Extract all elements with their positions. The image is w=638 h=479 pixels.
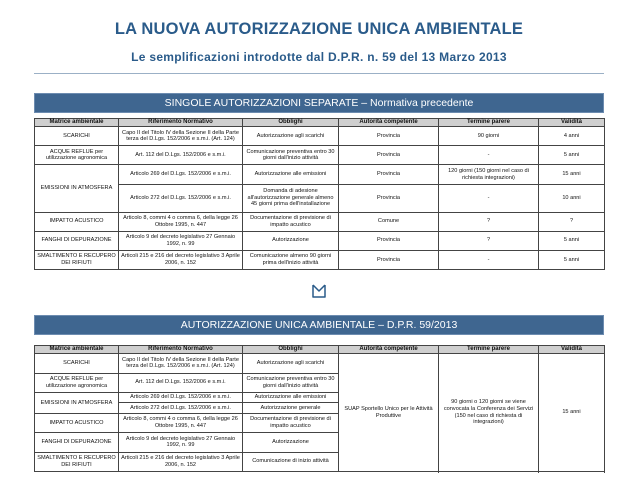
section2-banner-label: AUTORIZZAZIONE UNICA AMBIENTALE – D.P.R. 59/2013 xyxy=(180,319,458,331)
old-regime-table xyxy=(34,118,605,270)
cell-matrice: SMALTIMENTO E RECUPERO DEI RIFIUTI xyxy=(35,452,119,471)
cell-validita-merged: 15 anni xyxy=(539,354,605,472)
cell-obblighi: Comunicazione preventiva entro 30 giorni dall'inizio attività xyxy=(243,373,339,392)
column-header: Validità xyxy=(539,346,605,354)
cell-matrice: FANGHI DI DEPURAZIONE xyxy=(35,433,119,452)
cell-riferimento: Capo II del Titolo IV della Sezione II della Parte terza del D.Lgs. 152/2006 e s.m.i. (Art. 124) xyxy=(119,127,243,146)
page-title: LA NUOVA AUTORIZZAZIONE UNICA AMBIENTALE xyxy=(114,20,524,38)
table-row xyxy=(35,250,605,269)
cell-riferimento: Articolo 9 del decreto legislativo 27 Gennaio 1992, n. 99 xyxy=(119,433,243,452)
title-divider xyxy=(34,73,604,74)
section1-banner xyxy=(34,93,604,113)
table-row xyxy=(35,127,605,146)
cell-obblighi: Documentazione di previsione di impatto acustico xyxy=(243,413,339,432)
cell-matrice: EMISSIONI IN ATMOSFERA xyxy=(35,165,119,212)
cell-riferimento: Articoli 215 e 216 del decreto legislativo 3 Aprile 2006, n. 152 xyxy=(119,452,243,471)
cell-autorita: Provincia xyxy=(339,250,439,269)
column-header: Obblighi xyxy=(243,346,339,354)
cell-validita: 4 anni xyxy=(539,127,605,146)
cell-riferimento: Articolo 272 del D.Lgs. 152/2006 e s.m.i. xyxy=(119,403,243,413)
cell-validita: 10 anni xyxy=(539,184,605,212)
cell-riferimento: Art. 112 del D.Lgs. 152/2006 e s.m.i. xyxy=(119,146,243,165)
page-subtitle: Le semplificazioni introdotte dal D.P.R. n. 59 del 13 Marzo 2013 xyxy=(131,50,507,64)
column-header: Riferimento Normativo xyxy=(119,346,243,354)
cell-matrice: IMPATTO ACUSTICO xyxy=(35,212,119,231)
cell-obblighi: Comunicazione preventiva entro 30 giorni dall'inizio attività xyxy=(243,146,339,165)
table-row xyxy=(35,212,605,231)
cell-matrice: SMALTIMENTO E RECUPERO DEI RIFIUTI xyxy=(35,250,119,269)
cell-riferimento: Articolo 9 del decreto legislativo 27 Gennaio 1992, n. 99 xyxy=(119,231,243,250)
cell-obblighi: Autorizzazione alle emissioni xyxy=(243,393,339,403)
cell-termine-merged: 90 giorni o 120 giorni se viene convocata la Conferenza dei Servizi (150 nel caso di richiesta di integrazioni) xyxy=(439,354,539,472)
cell-riferimento: Articolo 269 del D.Lgs. 152/2006 e s.m.i. xyxy=(119,165,243,184)
cell-autorita: Provincia xyxy=(339,127,439,146)
table-row xyxy=(35,231,605,250)
cell-matrice: FANGHI DI DEPURAZIONE xyxy=(35,231,119,250)
cell-validita: 15 anni xyxy=(539,165,605,184)
cell-obblighi: Domanda di adesione all'autorizzazione generale almeno 45 giorni prima dell'installazione xyxy=(243,184,339,212)
cell-autorita: Provincia xyxy=(339,184,439,212)
cell-matrice: ACQUE REFLUE per utilizzazione agronomica xyxy=(35,146,119,165)
column-header: Matrice ambientale xyxy=(35,346,119,354)
table-header-row xyxy=(35,346,605,354)
table-row xyxy=(35,146,605,165)
cell-termine: ? xyxy=(439,212,539,231)
down-double-arrow-icon xyxy=(311,283,327,299)
cell-obblighi: Autorizzazione generale xyxy=(243,403,339,413)
column-header: Validità xyxy=(539,119,605,127)
cell-autorita: Provincia xyxy=(339,146,439,165)
cell-validita: ? xyxy=(539,212,605,231)
cell-matrice: SCARICHI xyxy=(35,354,119,373)
cell-termine: 90 giorni xyxy=(439,127,539,146)
column-header: Termine parere xyxy=(439,119,539,127)
column-header: Obblighi xyxy=(243,119,339,127)
cell-obblighi: Autorizzazione alle emissioni xyxy=(243,165,339,184)
cell-obblighi: Autorizzazione xyxy=(243,231,339,250)
cell-riferimento: Capo II del Titolo IV della Sezione II della Parte terza del D.Lgs. 152/2006 e s.m.i. (Art. 124) xyxy=(119,354,243,373)
cell-obblighi: Comunicazione di inizio attività xyxy=(243,452,339,471)
cell-validita: 5 anni xyxy=(539,231,605,250)
cell-obblighi: Comunicazione almeno 90 giorni prima dell'inizio attività xyxy=(243,250,339,269)
column-header: Riferimento Normativo xyxy=(119,119,243,127)
cell-validita: 5 anni xyxy=(539,146,605,165)
cell-autorita: Comune xyxy=(339,212,439,231)
section2-banner xyxy=(34,315,604,335)
cell-autorita: Provincia xyxy=(339,165,439,184)
column-header: Autorità competente xyxy=(339,346,439,354)
table-row xyxy=(35,184,605,212)
section1-banner-label: SINGOLE AUTORIZZAZIONI SEPARATE – Normativa precedente xyxy=(164,97,474,109)
cell-matrice: SCARICHI xyxy=(35,127,119,146)
cell-matrice: ACQUE REFLUE per utilizzazione agronomica xyxy=(35,373,119,392)
cell-termine: ? xyxy=(439,231,539,250)
cell-obblighi: Documentazione di previsione di impatto acustico xyxy=(243,212,339,231)
cell-riferimento: Articoli 215 e 216 del decreto legislativo 3 Aprile 2006, n. 152 xyxy=(119,250,243,269)
column-header: Termine parere xyxy=(439,346,539,354)
cell-obblighi: Autorizzazione agli scarichi xyxy=(243,354,339,373)
cell-termine: - xyxy=(439,146,539,165)
cell-obblighi: Autorizzazione xyxy=(243,433,339,452)
cell-riferimento: Articolo 8, commi 4 o comma 6, della legge 26 Ottobre 1995, n. 447 xyxy=(119,413,243,432)
cell-autorita: Provincia xyxy=(339,231,439,250)
column-header: Matrice ambientale xyxy=(35,119,119,127)
cell-termine: - xyxy=(439,184,539,212)
cell-termine: - xyxy=(439,250,539,269)
cell-autorita-merged: SUAP Sportello Unico per le Attività Produttive xyxy=(339,354,439,472)
cell-riferimento: Art. 112 del D.Lgs. 152/2006 e s.m.i. xyxy=(119,373,243,392)
cell-riferimento: Articolo 8, commi 4 o comma 6, della legge 26 Ottobre 1995, n. 447 xyxy=(119,212,243,231)
cell-validita: 5 anni xyxy=(539,250,605,269)
cell-riferimento: Articolo 269 del D.Lgs. 152/2006 e s.m.i. xyxy=(119,393,243,403)
table-row xyxy=(35,165,605,184)
cell-riferimento: Articolo 272 del D.Lgs. 152/2006 e s.m.i. xyxy=(119,184,243,212)
aua-table xyxy=(34,345,605,472)
cell-termine: 120 giorni (150 giorni nel caso di richiesta integrazioni) xyxy=(439,165,539,184)
cell-obblighi: Autorizzazione agli scarichi xyxy=(243,127,339,146)
cell-matrice: EMISSIONI IN ATMOSFERA xyxy=(35,393,119,414)
column-header: Autorità competente xyxy=(339,119,439,127)
cell-matrice: IMPATTO ACUSTICO xyxy=(35,413,119,432)
table-row xyxy=(35,354,605,373)
table-header-row xyxy=(35,119,605,127)
